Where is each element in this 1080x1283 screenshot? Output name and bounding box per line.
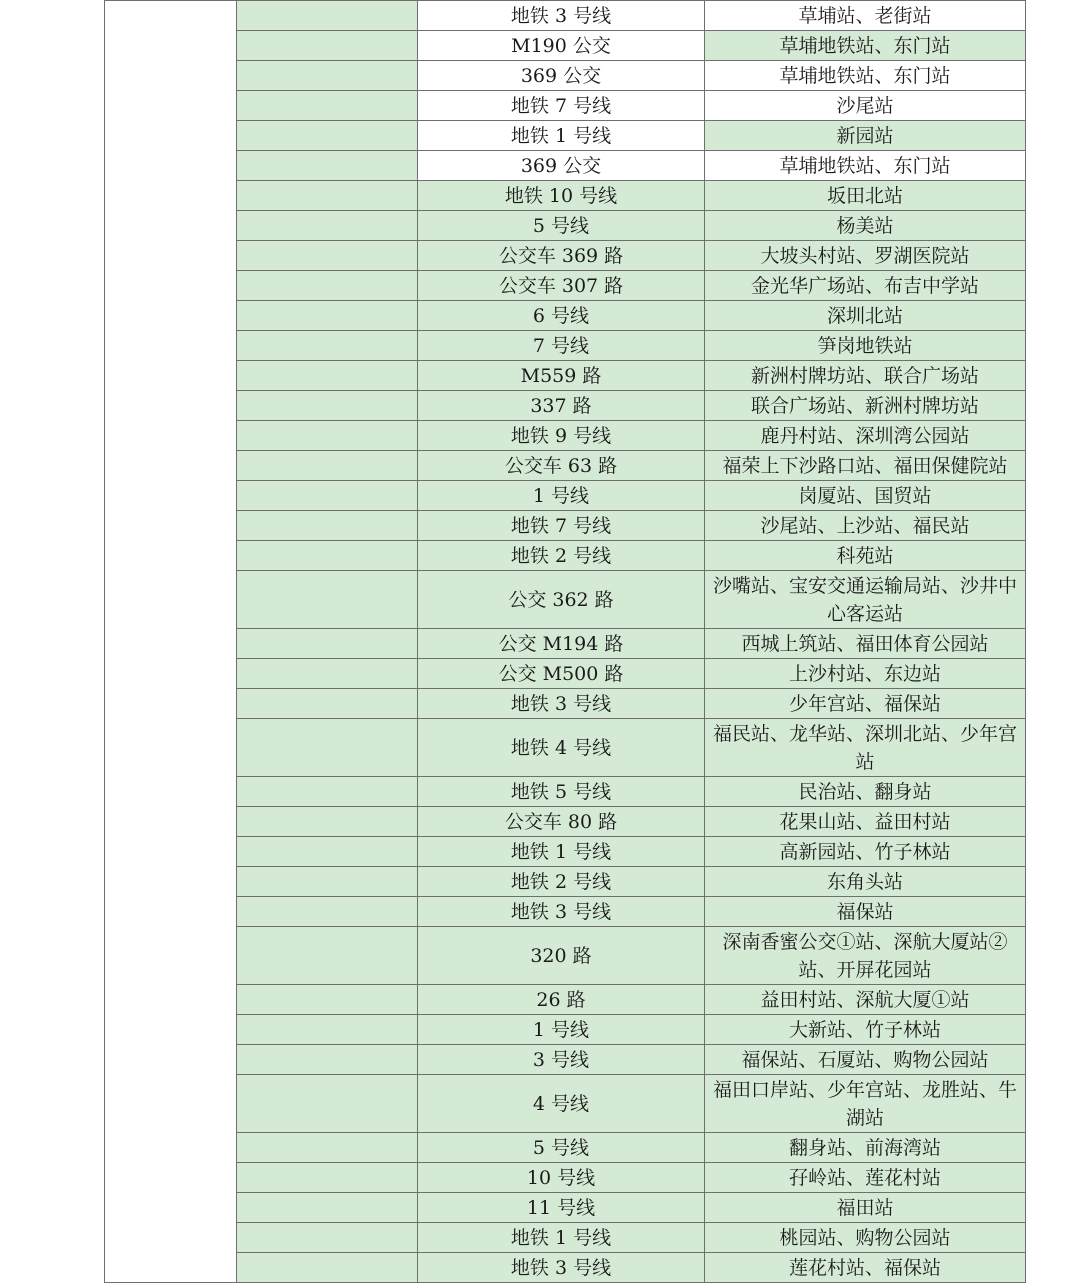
route-cell: 地铁 3 号线 (418, 897, 705, 927)
stations-cell: 坂田北站 (705, 181, 1026, 211)
stations-cell: 草埔地铁站、东门站 (705, 31, 1026, 61)
transit-table-body (105, 1, 1026, 1283)
blank-green-cell (237, 807, 418, 837)
route-cell: 7 号线 (418, 331, 705, 361)
blank-green-cell (237, 121, 418, 151)
route-cell: 369 公交 (418, 61, 705, 91)
table-row (105, 807, 1026, 837)
blank-green-cell (237, 1253, 418, 1283)
blank-green-cell (237, 1133, 418, 1163)
route-cell: M559 路 (418, 361, 705, 391)
table-row (105, 271, 1026, 301)
table-row (105, 151, 1026, 181)
route-cell: 11 号线 (418, 1193, 705, 1223)
table-row (105, 1, 1026, 31)
stations-cell: 翻身站、前海湾站 (705, 1133, 1026, 1163)
blank-green-cell (237, 1075, 418, 1133)
blank-green-cell (237, 719, 418, 777)
stations-cell: 沙嘴站、宝安交通运输局站、沙井中心客运站 (705, 571, 1026, 629)
blank-green-cell (237, 1163, 418, 1193)
blank-green-cell (237, 301, 418, 331)
stations-cell: 岗厦站、国贸站 (705, 481, 1026, 511)
table-row (105, 629, 1026, 659)
table-row (105, 541, 1026, 571)
transit-table (104, 0, 1026, 1283)
route-cell: 公交 362 路 (418, 571, 705, 629)
stations-cell: 新洲村牌坊站、联合广场站 (705, 361, 1026, 391)
table-row (105, 121, 1026, 151)
route-cell: 地铁 2 号线 (418, 541, 705, 571)
blank-green-cell (237, 211, 418, 241)
blank-green-cell (237, 481, 418, 511)
stations-cell: 联合广场站、新洲村牌坊站 (705, 391, 1026, 421)
stations-cell: 福荣上下沙路口站、福田保健院站 (705, 451, 1026, 481)
route-cell: 地铁 1 号线 (418, 837, 705, 867)
blank-green-cell (237, 241, 418, 271)
table-row (105, 927, 1026, 985)
table-row (105, 897, 1026, 927)
blank-green-cell (237, 1, 418, 31)
route-cell: 公交 M194 路 (418, 629, 705, 659)
table-row (105, 181, 1026, 211)
blank-green-cell (237, 61, 418, 91)
blank-green-cell (237, 421, 418, 451)
table-row (105, 481, 1026, 511)
stations-cell: 西城上筑站、福田体育公园站 (705, 629, 1026, 659)
table-row (105, 837, 1026, 867)
route-cell: 369 公交 (418, 151, 705, 181)
stations-cell: 深南香蜜公交①站、深航大厦站②站、开屏花园站 (705, 927, 1026, 985)
blank-green-cell (237, 927, 418, 985)
table-row (105, 777, 1026, 807)
blank-green-cell (237, 1223, 418, 1253)
route-cell: 公交车 307 路 (418, 271, 705, 301)
table-row (105, 985, 1026, 1015)
table-row (105, 301, 1026, 331)
stations-cell: 少年宫站、福保站 (705, 689, 1026, 719)
stations-cell: 福民站、龙华站、深圳北站、少年宫站 (705, 719, 1026, 777)
route-cell: 地铁 3 号线 (418, 1, 705, 31)
route-cell: 地铁 1 号线 (418, 121, 705, 151)
route-cell: 337 路 (418, 391, 705, 421)
route-cell: 公交车 369 路 (418, 241, 705, 271)
route-cell: 1 号线 (418, 481, 705, 511)
stations-cell: 民治站、翻身站 (705, 777, 1026, 807)
table-row (105, 331, 1026, 361)
blank-green-cell (237, 541, 418, 571)
table-row (105, 91, 1026, 121)
table-row (105, 361, 1026, 391)
stations-cell: 益田村站、深航大厦①站 (705, 985, 1026, 1015)
route-cell: 地铁 4 号线 (418, 719, 705, 777)
table-row (105, 1223, 1026, 1253)
blank-green-cell (237, 391, 418, 421)
stations-cell: 新园站 (705, 121, 1026, 151)
stations-cell: 草埔地铁站、东门站 (705, 61, 1026, 91)
stations-cell: 草埔站、老街站 (705, 1, 1026, 31)
blank-green-cell (237, 777, 418, 807)
route-cell: 3 号线 (418, 1045, 705, 1075)
blank-green-cell (237, 571, 418, 629)
route-cell: 地铁 10 号线 (418, 181, 705, 211)
stations-cell: 桃园站、购物公园站 (705, 1223, 1026, 1253)
route-cell: M190 公交 (418, 31, 705, 61)
stations-cell: 福田口岸站、少年宫站、龙胜站、牛湖站 (705, 1075, 1026, 1133)
blank-green-cell (237, 271, 418, 301)
table-row (105, 1045, 1026, 1075)
table-row (105, 1015, 1026, 1045)
table-row (105, 421, 1026, 451)
blank-green-cell (237, 1045, 418, 1075)
blank-green-cell (237, 1015, 418, 1045)
table-row (105, 1075, 1026, 1133)
route-cell: 公交车 63 路 (418, 451, 705, 481)
stations-cell: 沙尾站 (705, 91, 1026, 121)
table-row (105, 867, 1026, 897)
route-cell: 5 号线 (418, 211, 705, 241)
table-row (105, 241, 1026, 271)
route-cell: 地铁 7 号线 (418, 91, 705, 121)
stations-cell: 大新站、竹子林站 (705, 1015, 1026, 1045)
route-cell: 地铁 5 号线 (418, 777, 705, 807)
stations-cell: 福保站 (705, 897, 1026, 927)
stations-cell: 高新园站、竹子林站 (705, 837, 1026, 867)
stations-cell: 杨美站 (705, 211, 1026, 241)
stations-cell: 沙尾站、上沙站、福民站 (705, 511, 1026, 541)
route-cell: 地铁 3 号线 (418, 689, 705, 719)
route-cell: 公交车 80 路 (418, 807, 705, 837)
route-cell: 4 号线 (418, 1075, 705, 1133)
blank-green-cell (237, 867, 418, 897)
route-cell: 10 号线 (418, 1163, 705, 1193)
route-cell: 地铁 3 号线 (418, 1253, 705, 1283)
route-cell: 320 路 (418, 927, 705, 985)
blank-green-cell (237, 1193, 418, 1223)
stations-cell: 深圳北站 (705, 301, 1026, 331)
stations-cell: 福保站、石厦站、购物公园站 (705, 1045, 1026, 1075)
table-row (105, 61, 1026, 91)
stations-cell: 上沙村站、东边站 (705, 659, 1026, 689)
blank-green-cell (237, 361, 418, 391)
stations-cell: 大坡头村站、罗湖医院站 (705, 241, 1026, 271)
table-row (105, 211, 1026, 241)
blank-green-cell (237, 31, 418, 61)
table-row (105, 451, 1026, 481)
blank-green-cell (237, 181, 418, 211)
blank-green-cell (237, 837, 418, 867)
blank-green-cell (237, 151, 418, 181)
stations-cell: 花果山站、益田村站 (705, 807, 1026, 837)
blank-green-cell (237, 689, 418, 719)
blank-green-cell (237, 451, 418, 481)
blank-green-cell (237, 629, 418, 659)
stations-cell: 莲花村站、福保站 (705, 1253, 1026, 1283)
route-cell: 26 路 (418, 985, 705, 1015)
table-row (105, 1193, 1026, 1223)
table-row (105, 1133, 1026, 1163)
route-cell: 1 号线 (418, 1015, 705, 1045)
table-row (105, 689, 1026, 719)
route-cell: 地铁 1 号线 (418, 1223, 705, 1253)
stations-cell: 金光华广场站、布吉中学站 (705, 271, 1026, 301)
stations-cell: 笋岗地铁站 (705, 331, 1026, 361)
table-row (105, 719, 1026, 777)
blank-green-cell (237, 985, 418, 1015)
route-cell: 地铁 9 号线 (418, 421, 705, 451)
table-row (105, 511, 1026, 541)
blank-green-cell (237, 91, 418, 121)
table-row (105, 31, 1026, 61)
table-row (105, 1253, 1026, 1283)
table-row (105, 391, 1026, 421)
stations-cell: 孖岭站、莲花村站 (705, 1163, 1026, 1193)
blank-green-cell (237, 897, 418, 927)
blank-green-cell (237, 511, 418, 541)
route-cell: 公交 M500 路 (418, 659, 705, 689)
route-cell: 地铁 2 号线 (418, 867, 705, 897)
stations-cell: 科苑站 (705, 541, 1026, 571)
route-cell: 6 号线 (418, 301, 705, 331)
table-row (105, 659, 1026, 689)
blank-column-cell (105, 1, 237, 1283)
blank-green-cell (237, 659, 418, 689)
stations-cell: 东角头站 (705, 867, 1026, 897)
stations-cell: 草埔地铁站、东门站 (705, 151, 1026, 181)
route-cell: 地铁 7 号线 (418, 511, 705, 541)
stations-cell: 鹿丹村站、深圳湾公园站 (705, 421, 1026, 451)
table-row (105, 1163, 1026, 1193)
table-row (105, 571, 1026, 629)
stations-cell: 福田站 (705, 1193, 1026, 1223)
route-cell: 5 号线 (418, 1133, 705, 1163)
blank-green-cell (237, 331, 418, 361)
